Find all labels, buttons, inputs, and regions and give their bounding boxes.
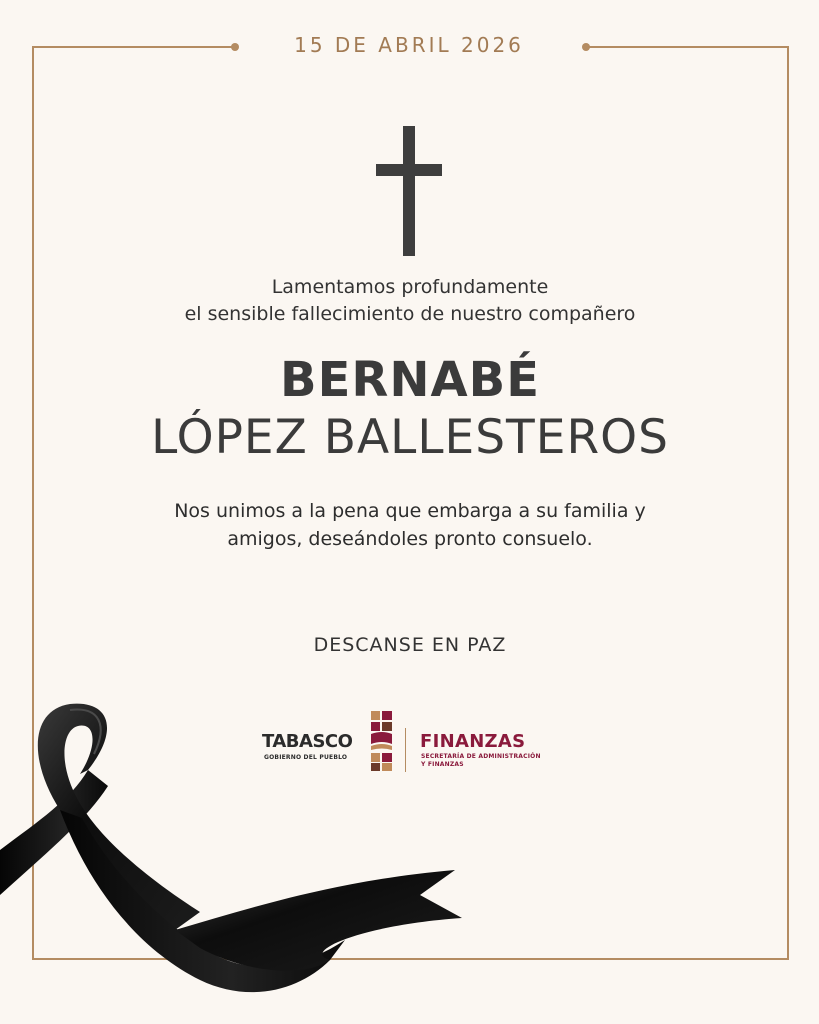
- rest-in-peace-label: DESCANSE EN PAZ: [313, 634, 507, 656]
- tabasco-tagline: GOBIERNO DEL PUEBLO: [264, 754, 348, 761]
- mourning-ribbon-icon: [0, 690, 480, 1024]
- deceased-first-name: BERNABÉ: [279, 352, 541, 408]
- frame-dot-right: [582, 43, 590, 51]
- frame-dot-left: [231, 43, 239, 51]
- deceased-last-names: LÓPEZ BALLESTEROS: [151, 410, 669, 465]
- condolence-text: [60, 274, 760, 328]
- condolence-line-2: el sensible fallecimiento de nuestro compañero: [184, 303, 636, 325]
- date-label: 15 DE ABRIL 2026: [294, 33, 524, 57]
- finanzas-wordmark: FINANZAS: [420, 731, 526, 752]
- frame-top-left-line: [32, 46, 236, 48]
- frame-top-right-line: [586, 46, 788, 48]
- finanzas-subtitle-line-2: Y FINANZAS: [421, 761, 464, 768]
- cross-icon: [376, 126, 442, 256]
- tabasco-wordmark: TABASCO: [262, 731, 353, 752]
- sympathy-line-1: Nos unimos a la pena que embarga a su familia y: [174, 500, 646, 522]
- sympathy-message: [60, 497, 760, 553]
- finanzas-subtitle-line-1: SECRETARÍA DE ADMINISTRACIÓN: [421, 753, 541, 760]
- frame-right-line: [787, 46, 789, 960]
- sympathy-line-2: amigos, deseándoles pronto consuelo.: [227, 528, 593, 550]
- condolence-line-1: Lamentamos profundamente: [271, 276, 549, 298]
